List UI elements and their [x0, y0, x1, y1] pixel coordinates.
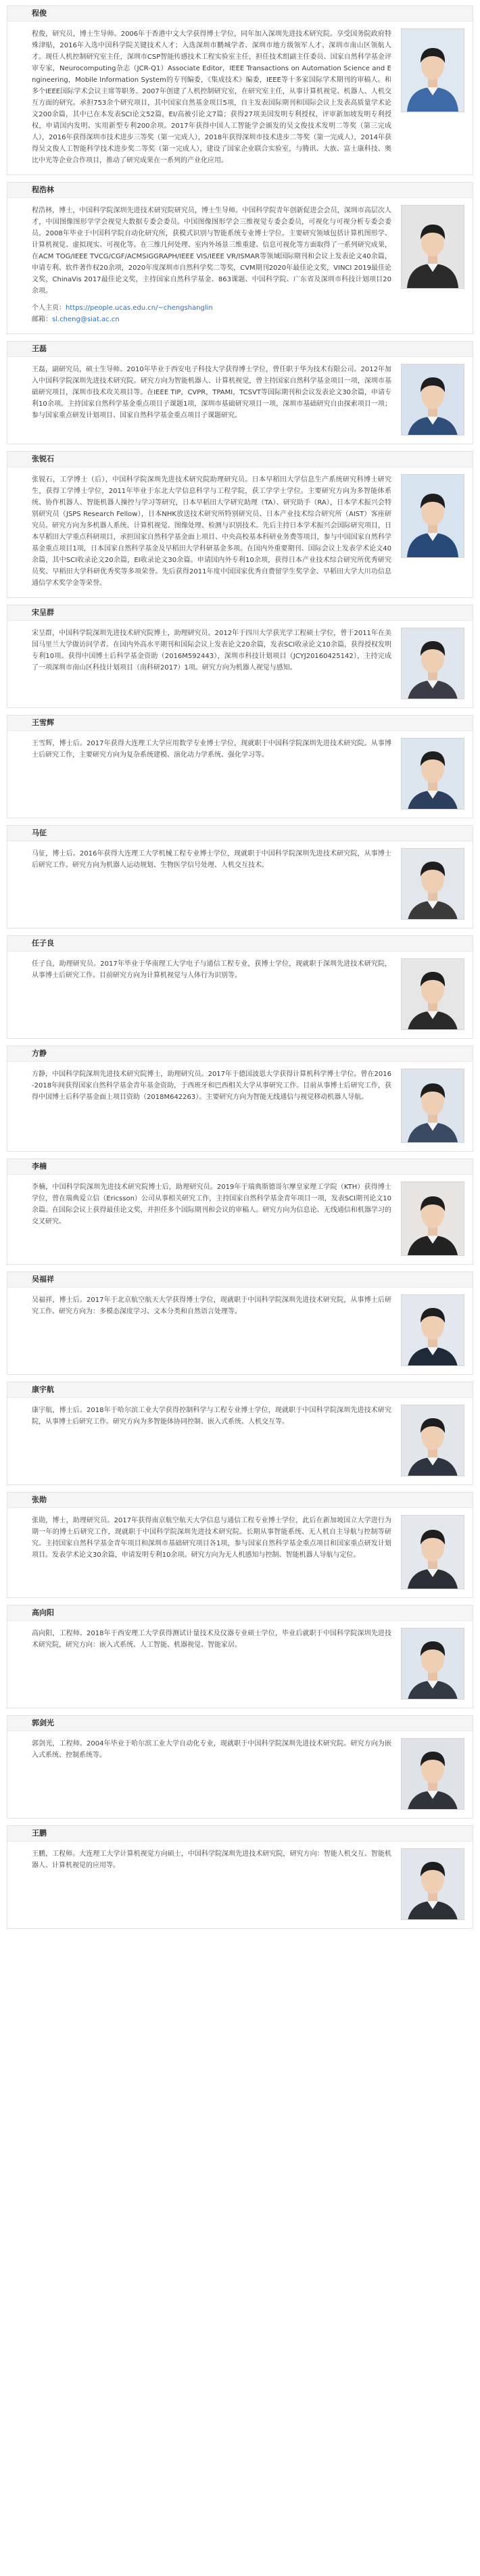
profile-body — [7, 1175, 473, 1264]
profile-card — [7, 182, 473, 334]
profile-header — [7, 342, 473, 357]
profile-card — [7, 1158, 473, 1265]
person-bio: 高向阳，工程师。2018年于西安理工大学获得测试计量技术及仪器专业硕士学位，毕业后就职于中国科学院深圳先进技术研究院，研究方向：嵌入式系统、人工智能、机器视觉、智能家居。 — [32, 1630, 391, 1649]
person-name: 吴福祥 — [32, 1275, 54, 1284]
person-bio: 王鹏，工程师。大连理工大学计算机视觉方向硕士，中国科学院深圳先进技术研究院，研究方向：智能人机交互、智能机器人、计算机视觉的应用等。 — [32, 1850, 391, 1869]
person-name: 王雪辉 — [32, 718, 54, 727]
person-name: 高向阳 — [32, 1608, 54, 1617]
person-name: 宋呈群 — [32, 608, 54, 617]
email-label: 邮箱： — [32, 316, 52, 323]
profile-body — [7, 1398, 473, 1484]
person-bio: 任子良，助理研究员。2017年毕业于华南理工大学电子与通信工程专业，获博士学位，现就职于深圳先进技术研究院，从事博士后研究工作。目前研究方向为计算机视觉与人体行为识别等。 — [32, 960, 391, 979]
profile-card — [7, 1715, 473, 1819]
person-name: 郭剑光 — [32, 1718, 54, 1727]
person-photo — [401, 205, 464, 289]
person-photo — [401, 738, 464, 810]
bio-column — [32, 1628, 401, 1651]
profile-card — [7, 1605, 473, 1708]
profile-header — [7, 826, 473, 841]
profile-card — [7, 451, 473, 598]
person-bio: 马征，博士后。2016年获得大连理工大学机械工程专业博士学位，现就职于中国科学院深圳先进技术研究院，从事博士后研究工作。研究方向为机器人运动规划、生物医学信号处理、人机交互技术。 — [32, 850, 391, 869]
homepage-label: 个人主页： — [32, 304, 66, 312]
bio-column — [32, 738, 401, 761]
profile-body — [7, 1731, 473, 1818]
person-photo — [401, 1848, 464, 1920]
person-photo — [401, 474, 464, 558]
person-photo — [401, 1069, 464, 1143]
bio-column — [32, 1848, 401, 1871]
profile-card — [7, 825, 473, 929]
person-bio: 康宇航，博士后。2018年于哈尔滨工业大学获得控制科学与工程专业博士学位，现就职于中国科学院深圳先进技术研究院，从事博士后研究工作。研究方向为多智能体协同控制、嵌入式系统、人机交互等。 — [32, 1407, 391, 1426]
homepage-row — [32, 302, 391, 314]
bio-column — [32, 205, 401, 325]
person-bio: 吴福祥，博士后。2017年于北京航空航天大学获得博士学位，现就职于中国科学院深圳先进技术研究院，从事博士后研究工作。研究方向为：多模态深度学习、文本分类和自然语言处理等。 — [32, 1296, 391, 1315]
profile-header — [7, 936, 473, 952]
profile-card — [7, 1271, 473, 1375]
homepage-link[interactable]: https://people.ucas.edu.cn/~chengshanglin — [66, 304, 213, 312]
profile-header — [7, 6, 473, 22]
profile-body — [7, 1621, 473, 1708]
profile-header — [7, 1606, 473, 1621]
profile-header — [7, 1826, 473, 1842]
bio-column — [32, 1181, 401, 1227]
person-bio: 李楠，中国科学院深圳先进技术研究院博士后，助理研究员。2019年于瑞典斯德哥尔摩皇家理工学院（KTH）获得博士学位，曾在瑞典爱立信（Ericsson）公司从事相关研究工作，主持国家自然科学基金青年项目一项，发表SCI期刊论文10余篇。在国际会议上获得最佳论文奖，并担任多个国际期刊和会议的审稿人。研究方向为信息论、无线通信和机器学习的交叉研究。 — [32, 1184, 391, 1225]
person-name: 张勋 — [32, 1495, 47, 1504]
person-bio: 程浩林，博士，中国科学院深圳先进技术研究院研究员，博士生导师。中国科学院青年创新促进会会员，深圳市高层次人才，中国图像图形学学会视觉大数据专委会委员。中国图像图形学会三维视觉专委会委员，可视化与可视分析专委会委员。2008年毕业于中国科学院自动化研究所，获模式识别与智能系统专业博士学位。主要研究领域包括计算机图形学、计算机视觉、虚拟现实、可视化等。在三维几何处理、室内外场景三维重建、信息可视化等方面取得了一系列研究成果，在ACM TOG/IEEE TVCG/CGF/ACMSIGGRAPH/IEEE VIS/IEEE VR/ISMAR等领域国际期刊和会议上发表论文40余篇，申请专利、软件著作权20余项，2020年度深圳市自然科学奖二等奖，CVM期刊2020年最佳论文奖，VINCI 2019最佳论文奖，ChinaVis 2017最佳论文奖，主持国家自然科学基金、863课题、中国科学院、广东省及深圳市科技计划项目20余项。 — [32, 207, 391, 295]
profile-body — [7, 621, 473, 707]
profile-header — [7, 1272, 473, 1288]
bio-column — [32, 958, 401, 981]
profile-header — [7, 1159, 473, 1175]
person-bio: 张勋，博士，助理研究员。2017年获得南京航空航天大学信息与通信工程专业博士学位，此后在新加坡国立大学进行为期一年的博士后研究工作，现就职于中国科学院深圳先进技术研究院。长期从事智能系统、无人机自主导航与控制等研究。主持国家自然科学基金青年项目和深圳市基础研究项目各1项，参与国家自然科学基金重点项目和国家重点研发计划项目。发表学术论文30余篇，申请发明专利10余项。研究方向为无人机感知与控制、智能机器人导航与定位。 — [32, 1517, 391, 1559]
profile-body — [7, 952, 473, 1038]
bio-column — [32, 1405, 401, 1428]
person-photo — [401, 364, 464, 436]
profile-header — [7, 716, 473, 731]
person-name: 张锐石 — [32, 454, 54, 463]
email-link[interactable]: sl.cheng@siat.ac.cn — [52, 316, 120, 323]
person-bio: 郭剑光，工程师。2004年毕业于哈尔滨工业大学自动化专业，现就职于中国科学院深圳先进技术研究院。研究方向为嵌入式系统、控制系统等。 — [32, 1740, 391, 1759]
person-name: 任子良 — [32, 939, 54, 947]
bio-column — [32, 474, 401, 589]
profile-card — [7, 1492, 473, 1598]
profile-body — [7, 467, 473, 597]
profile-body — [7, 357, 473, 444]
person-photo — [401, 1738, 464, 1810]
bio-column — [32, 364, 401, 421]
bio-column — [32, 1515, 401, 1561]
profile-header — [7, 1046, 473, 1062]
profile-body — [7, 1062, 473, 1151]
profile-card — [7, 1046, 473, 1152]
profile-body — [7, 841, 473, 928]
profile-card — [7, 715, 473, 818]
person-name: 王鹏 — [32, 1829, 47, 1837]
bio-column — [32, 848, 401, 871]
bio-column — [32, 1738, 401, 1761]
bio-column — [32, 628, 401, 674]
profile-card — [7, 605, 473, 708]
profile-card — [7, 5, 473, 175]
person-bio: 程俊，研究员，博士生导师。2006年于香港中文大学获得博士学位，同年加入深圳先进技术研究院。享受国务院政府特殊津贴，2016年入选中国科学院关键技术人才；入选深圳市鹏城学者、深圳市地方级领军人才、深圳市南山区领航人才。现任人机控制研究室主任，深圳市CSP智能传感技术工程实验室主任，担任技术组副主任委员、国家自然科学基金评审专家，Neurocomputing杂志（JCR-Q1）Associate Editor，IEEE Transactions on Automation Science and Engineering，Mobile Information System的专刊编委，《集成技术》编委，IEEE等十多家国际学术期刊的审稿人。和多个IEEE国际学术会议主席等职务。2007年创建了人机控制研究室，在研究室主任，从事计算机视觉、机器人、人机交互方面的研究。承担753余个研究项目，其中国家自然基金项目5项，自主发表国际期刊和国际会议上发表高质量学术论文200余篇，其中已在本发表SCI论文52篇，EI/高被引论文7篇；获得27项美国发明专利授权，评审新加坡发明专利授权，申请国内发明、实用新型专利200余项。2017年获得中国人工智能学会颁发的吴文俊技术发明二等奖（第三完成人），2016年获得深圳市技术进步三等奖（第一完成人），2018年获得深圳市技术进步二等奖（第一完成人），2014年获得吴文俊人工智能科学技术进步奖二等奖（第一完成人），建设了国家企业联合实验室，与腾讯、大族、富士康科技、奥比中光等企业合作项目，推动了研究成果在一系列的产业化应用。 — [32, 30, 391, 164]
person-photo — [401, 958, 464, 1030]
person-bio: 张锐石，工学博士（后），中国科学院深圳先进技术研究院助理研究员。日本早稻田大学信息生产系统研究科博士研究生，获得工学博士学位，2011年毕业于东北大学信息科学与工程学院，获工学学士学位。主要研究方向为多智能体系统、协作机器人、智能机器人操控与学习等研究，日本早稻田大学研究助理（TA）、研究助手（RA），日本学术振兴会特别研究员（JSPS Research Fellow），日本NHK放送技术研究所特别研究员、日本产业技术综合研究所（AIST）客座研究员。研究方向为多机器人系统、计算机视觉、图像处理、检测与识别技术。先后主持日本学术振兴会国际研究项目，日本早稻田大学重点科研项目，承担国家自然科学基金面上项目、中央高校基本科研业务费等项目，参与中国国家自然科学基金重点项目1项，日本国家自然科学基金及早稻田大学科研基金多项。在国内外重要期刊、国际会议上发表学术论文40余篇，其中SCI收录论文20余篇，EI收录论文30余篇。申请国内外专利10余项，获得日本产业技术综合研究所优秀研究员奖、早稻田大学科研优秀奖等多项荣誉。先后获得2011年度中国国家优秀自费留学生奖学金、早稻田大学大川功信息通信学术奖学金等荣誉。 — [32, 476, 391, 587]
profile-header — [7, 183, 473, 198]
person-name: 程俊 — [32, 9, 47, 18]
person-photo — [401, 1181, 464, 1256]
bio-column — [32, 28, 401, 166]
person-name: 王磊 — [32, 344, 47, 353]
profile-header — [7, 452, 473, 467]
person-name: 程浩林 — [32, 185, 54, 194]
person-bio: 方静，中国科学院深圳先进技术研究院博士，助理研究员。2017年于德国波恩大学获得计算机科学博士学位。曾在2016-2018年间获得国家自然科学基金青年基金资助，于西班牙和巴西相关大学从事研究工作。目前从事博士后研究工作，获得中国博士后科学基金面上项目资助（2018M642263）。主要研究方向为智能无线通信与视觉移动机器人导航。 — [32, 1071, 391, 1101]
email-row — [32, 314, 391, 325]
profile-body — [7, 1842, 473, 1928]
profile-card — [7, 341, 473, 444]
profile-header — [7, 605, 473, 621]
profile-body — [7, 1288, 473, 1374]
person-photo — [401, 628, 464, 699]
person-photo — [401, 848, 464, 920]
person-bio: 王磊，副研究员，硕士生导师。2010年毕业于西安电子科技大学获得博士学位，曾任职于华为技术有限公司。2012年加入中国科学院深圳先进技术研究院。研究方向为智能机器人、计算机视觉，曾主持国家自然科学基金项目一项，深圳市基础研究项目，深圳市技术攻关项目等。在IEEE TIP，CVPR，TPAMI，TCSVT等国际期刊和会议发表论文30余篇，申请专利10余项。主持国家自然科学基金重点项目子课题1项，深圳市基础研究项目一项，深圳市基础研究自由探索项目一项；参与国家重点研发计划项目、国家自然科学基金重点项目子课题研究。 — [32, 366, 391, 419]
profile-body — [7, 1508, 473, 1597]
profile-body — [7, 731, 473, 818]
person-bio: 王雪辉，博士后。2017年获得大连理工大学应用数学专业博士学位，现就职于中国科学院深圳先进技术研究院。从事博士后研究工作，主要研究方向为复杂系统建模、演化动力学系统、强化学习等。 — [32, 740, 391, 759]
profile-card — [7, 935, 473, 1039]
person-name: 方静 — [32, 1049, 47, 1058]
profile-body — [7, 198, 473, 333]
person-name: 马征 — [32, 828, 47, 837]
person-photo — [401, 28, 464, 112]
bio-column — [32, 1294, 401, 1317]
profile-header — [7, 1382, 473, 1398]
profile-header — [7, 1716, 473, 1731]
person-photo — [401, 1515, 464, 1589]
person-name: 李楠 — [32, 1162, 47, 1171]
person-photo — [401, 1405, 464, 1476]
person-bio: 宋呈群，中国科学院深圳先进技术研究院博士，助理研究员。2012年于四川大学获光学工程硕士学位，曾于2011年在美国马里兰大学做访问学者。在国内外高水平期刊和国际会议上发表论文20余篇，发表SCI收录论文10余篇，获得授权发明专利10项。获得中国博士后科学基金资助（2016M592443），深圳市科技计划项目（JCYJ20160425142），主持完成了一项深圳市南山区科技计划项目（南科研2017）1项。研究方向为机器人视觉与感知。 — [32, 630, 391, 672]
person-name: 康宇航 — [32, 1385, 54, 1394]
profile-body — [7, 22, 473, 174]
profile-header — [7, 1493, 473, 1508]
bio-column — [32, 1069, 401, 1103]
person-photo — [401, 1628, 464, 1700]
person-photo — [401, 1294, 464, 1366]
profile-card — [7, 1382, 473, 1485]
profile-card — [7, 1825, 473, 1929]
